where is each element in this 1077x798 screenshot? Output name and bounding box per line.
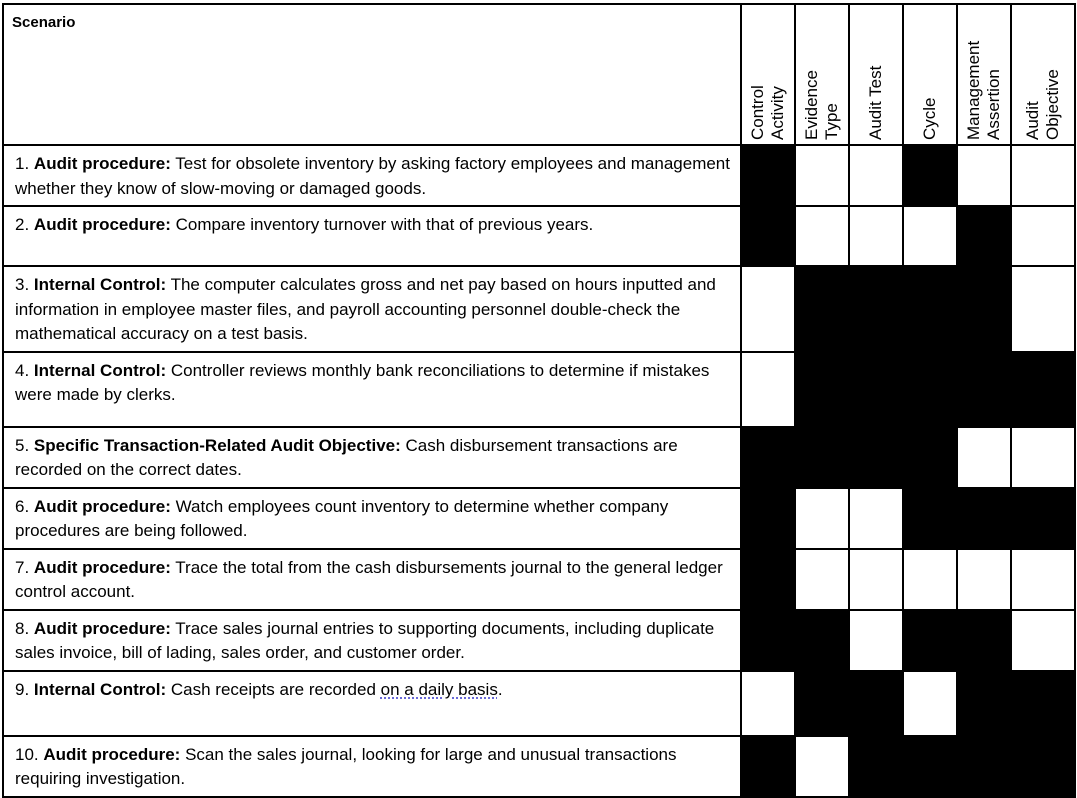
scenario-number: 8. xyxy=(15,618,30,638)
column-header-label: Evidence Type xyxy=(802,70,841,140)
scenario-cell xyxy=(3,671,741,736)
scenario-number: 2. xyxy=(15,215,30,234)
scenario-cell xyxy=(3,145,741,206)
filled-mark-cell[interactable] xyxy=(741,549,795,610)
column-header-label: Audit Test xyxy=(866,65,885,140)
scenario-cell xyxy=(3,549,741,610)
table-row xyxy=(3,145,1075,206)
column-header-label: Audit Objective xyxy=(1023,69,1062,140)
table-row xyxy=(3,736,1075,797)
filled-mark-cell[interactable] xyxy=(849,427,903,488)
scenario-number: 1. xyxy=(15,154,30,173)
scenario-label: Audit procedure: xyxy=(33,496,171,516)
table-row xyxy=(3,206,1075,266)
filled-mark-cell[interactable] xyxy=(1011,352,1075,427)
filled-mark-cell[interactable] xyxy=(849,736,903,797)
filled-mark-cell[interactable] xyxy=(795,671,849,736)
filled-mark-cell[interactable] xyxy=(741,488,795,549)
table-row xyxy=(3,671,1075,736)
empty-mark-cell[interactable] xyxy=(957,427,1011,488)
scenario-cell xyxy=(3,610,741,671)
scenario-number: 6. xyxy=(15,496,30,516)
table-row xyxy=(3,352,1075,427)
column-header-label: Management Assertion xyxy=(964,40,1003,140)
empty-mark-cell[interactable] xyxy=(903,549,957,610)
empty-mark-cell[interactable] xyxy=(903,206,957,266)
table-row xyxy=(3,610,1075,671)
scenario-label: Audit procedure: xyxy=(33,618,171,638)
scenario-cell xyxy=(3,352,741,427)
filled-mark-cell[interactable] xyxy=(957,488,1011,549)
empty-mark-cell[interactable] xyxy=(1011,266,1075,352)
table-row xyxy=(3,488,1075,549)
empty-mark-cell[interactable] xyxy=(1011,549,1075,610)
filled-mark-cell[interactable] xyxy=(957,266,1011,352)
column-header-label: Control Activity xyxy=(748,85,787,140)
table-row xyxy=(3,549,1075,610)
scenario-text-end: . xyxy=(497,679,503,699)
filled-mark-cell[interactable] xyxy=(795,610,849,671)
empty-mark-cell[interactable] xyxy=(1011,610,1075,671)
header-row xyxy=(3,4,1075,145)
scenario-text: Trace the total from the cash disbursements journal to the general ledger control account. xyxy=(15,557,723,601)
empty-mark-cell[interactable] xyxy=(849,488,903,549)
filled-mark-cell[interactable] xyxy=(795,352,849,427)
scenario-number: 10. xyxy=(15,744,39,764)
filled-mark-cell[interactable] xyxy=(741,206,795,266)
scenario-text: The computer calculates gross and net pay based on hours inputted and information in employee master files, and payroll accounting personnel double-check the mathematical accuracy on a test basis. xyxy=(15,275,716,343)
scenario-text: Test for obsolete inventory by asking factory employees and management whether they know of slow-moving or damaged goods. xyxy=(15,154,730,198)
table-row xyxy=(3,266,1075,352)
column-header-management-assertion xyxy=(957,4,1011,145)
empty-mark-cell[interactable] xyxy=(849,610,903,671)
column-header-audit-objective xyxy=(1011,4,1075,145)
empty-mark-cell[interactable] xyxy=(903,671,957,736)
scenario-label: Internal Control: xyxy=(33,679,167,699)
scenario-label: Audit procedure: xyxy=(33,154,171,173)
scenario-cell xyxy=(3,266,741,352)
filled-mark-cell[interactable] xyxy=(1011,671,1075,736)
scenario-text: Controller reviews monthly bank reconciliations to determine if mistakes were made by clerks. xyxy=(15,360,710,404)
empty-mark-cell[interactable] xyxy=(957,549,1011,610)
scenario-text: Compare inventory turnover with that of previous years. xyxy=(175,215,594,234)
filled-mark-cell[interactable] xyxy=(795,427,849,488)
column-header-label: Cycle xyxy=(920,97,939,140)
scenario-cell xyxy=(3,427,741,488)
empty-mark-cell[interactable] xyxy=(849,206,903,266)
filled-mark-cell[interactable] xyxy=(957,610,1011,671)
filled-mark-cell[interactable] xyxy=(849,671,903,736)
scenario-label: Specific Transaction-Related Audit Objective: xyxy=(33,435,401,455)
filled-mark-cell[interactable] xyxy=(957,352,1011,427)
empty-mark-cell[interactable] xyxy=(1011,145,1075,206)
filled-mark-cell[interactable] xyxy=(903,736,957,797)
filled-mark-cell[interactable] xyxy=(849,266,903,352)
scenario-label: Audit procedure: xyxy=(33,215,171,234)
empty-mark-cell[interactable] xyxy=(795,736,849,797)
column-header-control-activity xyxy=(741,4,795,145)
scenario-text: Trace sales journal entries to supporting documents, including duplicate sales invoice, bill of lading, sales order, and customer order. xyxy=(15,618,715,662)
filled-mark-cell[interactable] xyxy=(795,266,849,352)
empty-mark-cell[interactable] xyxy=(795,549,849,610)
filled-mark-cell[interactable] xyxy=(957,671,1011,736)
empty-mark-cell[interactable] xyxy=(741,671,795,736)
filled-mark-cell[interactable] xyxy=(849,352,903,427)
empty-mark-cell[interactable] xyxy=(741,266,795,352)
scenario-label: Audit procedure: xyxy=(33,557,171,577)
filled-mark-cell[interactable] xyxy=(1011,488,1075,549)
empty-mark-cell[interactable] xyxy=(1011,427,1075,488)
table-row xyxy=(3,427,1075,488)
column-header-evidence-type xyxy=(795,4,849,145)
scenario-text: Scan the sales journal, looking for large and unusual transactions requiring investigation. xyxy=(15,744,677,788)
filled-mark-cell[interactable] xyxy=(741,427,795,488)
empty-mark-cell[interactable] xyxy=(849,145,903,206)
scenario-table xyxy=(2,3,1076,798)
filled-mark-cell[interactable] xyxy=(903,488,957,549)
column-header-cycle xyxy=(903,4,957,145)
filled-mark-cell[interactable] xyxy=(741,736,795,797)
filled-mark-cell[interactable] xyxy=(903,266,957,352)
filled-mark-cell[interactable] xyxy=(1011,736,1075,797)
scenario-label: Audit procedure: xyxy=(43,744,181,764)
empty-mark-cell[interactable] xyxy=(741,352,795,427)
filled-mark-cell[interactable] xyxy=(903,145,957,206)
empty-mark-cell[interactable] xyxy=(795,488,849,549)
scenario-cell xyxy=(3,488,741,549)
filled-mark-cell[interactable] xyxy=(903,610,957,671)
column-header-audit-test xyxy=(849,4,903,145)
empty-mark-cell[interactable] xyxy=(957,145,1011,206)
empty-mark-cell[interactable] xyxy=(795,145,849,206)
filled-mark-cell[interactable] xyxy=(957,206,1011,266)
scenario-label: Internal Control: xyxy=(33,275,167,294)
scenario-cell xyxy=(3,206,741,266)
scenario-number: 5. xyxy=(15,435,30,455)
scenario-number: 9. xyxy=(15,679,30,699)
scenario-text: Watch employees count inventory to determine whether company procedures are being followed. xyxy=(15,496,669,540)
scenario-number: 3. xyxy=(15,275,30,294)
scenario-number: 7. xyxy=(15,557,30,577)
empty-mark-cell[interactable] xyxy=(1011,206,1075,266)
empty-mark-cell[interactable] xyxy=(795,206,849,266)
grammar-flagged-text: on a daily basis xyxy=(380,679,498,699)
empty-mark-cell[interactable] xyxy=(849,549,903,610)
filled-mark-cell[interactable] xyxy=(957,736,1011,797)
scenario-text: Cash disbursement transactions are recorded on the correct dates. xyxy=(15,435,678,479)
filled-mark-cell[interactable] xyxy=(741,145,795,206)
filled-mark-cell[interactable] xyxy=(903,427,957,488)
scenario-text: Cash receipts are recorded xyxy=(170,679,381,699)
scenario-column-header: Scenario xyxy=(3,4,741,145)
scenario-cell xyxy=(3,736,741,797)
scenario-label: Internal Control: xyxy=(33,360,167,380)
filled-mark-cell[interactable] xyxy=(903,352,957,427)
scenario-number: 4. xyxy=(15,360,30,380)
filled-mark-cell[interactable] xyxy=(741,610,795,671)
